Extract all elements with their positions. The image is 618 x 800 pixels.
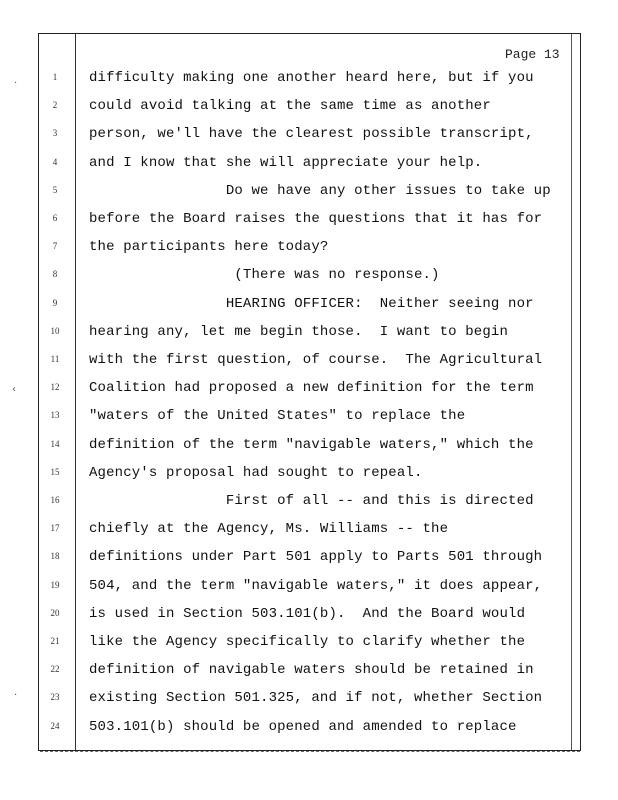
line-number: 13	[50, 410, 60, 421]
transcript-line: HEARING OFFICER: Neither seeing nor	[89, 295, 534, 312]
page-number: Page 13	[505, 47, 560, 62]
transcript-line: is used in Section 503.101(b). And the Board would	[89, 605, 526, 622]
margin-punch-mark: ‹	[12, 384, 16, 395]
line-number: 22	[50, 664, 60, 675]
line-number: 2	[52, 100, 58, 111]
transcript-line: hearing any, let me begin those. I want to begin	[89, 323, 509, 340]
line-number: 20	[50, 607, 60, 618]
line-number: 21	[50, 636, 60, 646]
bottom-rule	[40, 751, 580, 752]
left-margin-rule	[75, 34, 76, 750]
line-number: 10	[50, 325, 60, 336]
transcript-line: difficulty making one another heard here, but if you	[89, 70, 534, 86]
transcript-line: the participants here today?	[89, 239, 329, 256]
transcript-line: "waters of the United States" to replace the	[89, 408, 466, 425]
transcript-line: 503.101(b) should be opened and amended to replace	[89, 718, 517, 735]
transcript-line: before the Board raises the questions that it has for	[89, 211, 543, 227]
margin-tick-mark: ·	[14, 690, 18, 701]
transcript-line: Do we have any other issues to take up	[89, 182, 551, 199]
transcript-line: Agency's proposal had sought to repeal.	[89, 464, 423, 481]
transcript-line: (There was no response.)	[89, 267, 440, 284]
line-number: 14	[50, 438, 60, 449]
transcript-line: person, we'll have the clearest possible transcript,	[89, 126, 534, 143]
transcript-line: definition of the term "navigable waters," which the	[89, 436, 534, 453]
transcript-line: existing Section 501.325, and if not, whether Section	[89, 690, 543, 707]
line-number: 12	[50, 382, 60, 393]
transcript-line: 504, and the term "navigable waters," it does appear,	[89, 577, 543, 594]
line-number: 24	[50, 720, 60, 731]
line-number: 23	[50, 692, 60, 703]
line-number: 3	[52, 128, 58, 139]
transcript-line: definitions under Part 501 apply to Parts 501 through	[89, 549, 543, 566]
line-number: 4	[52, 156, 58, 167]
line-number: 15	[50, 466, 60, 477]
transcript-line: like the Agency specifically to clarify whether the	[89, 634, 526, 650]
line-number: 19	[50, 579, 60, 590]
line-number: 5	[52, 184, 58, 195]
line-number: 17	[50, 523, 60, 534]
line-number: 11	[50, 354, 60, 364]
line-number: 6	[52, 213, 58, 223]
line-number: 8	[52, 269, 58, 280]
line-number: 9	[52, 297, 58, 308]
right-margin-rule	[571, 34, 572, 750]
transcript-line: and I know that she will appreciate your help.	[89, 154, 483, 171]
transcript-line: Coalition had proposed a new definition for the term	[89, 380, 534, 397]
line-number: 1	[52, 72, 58, 82]
transcript-line: First of all -- and this is directed	[89, 493, 534, 509]
line-number: 16	[50, 495, 60, 505]
line-number: 7	[52, 241, 58, 252]
transcript-line: definition of navigable waters should be retained in	[89, 662, 534, 679]
transcript-line: could avoid talking at the same time as another	[89, 98, 491, 115]
line-number: 18	[50, 551, 60, 562]
margin-tick-mark: ·	[14, 78, 18, 89]
transcript-line: chiefly at the Agency, Ms. Williams -- the	[89, 521, 449, 538]
transcript-line: with the first question, of course. The Agricultural	[89, 352, 543, 368]
